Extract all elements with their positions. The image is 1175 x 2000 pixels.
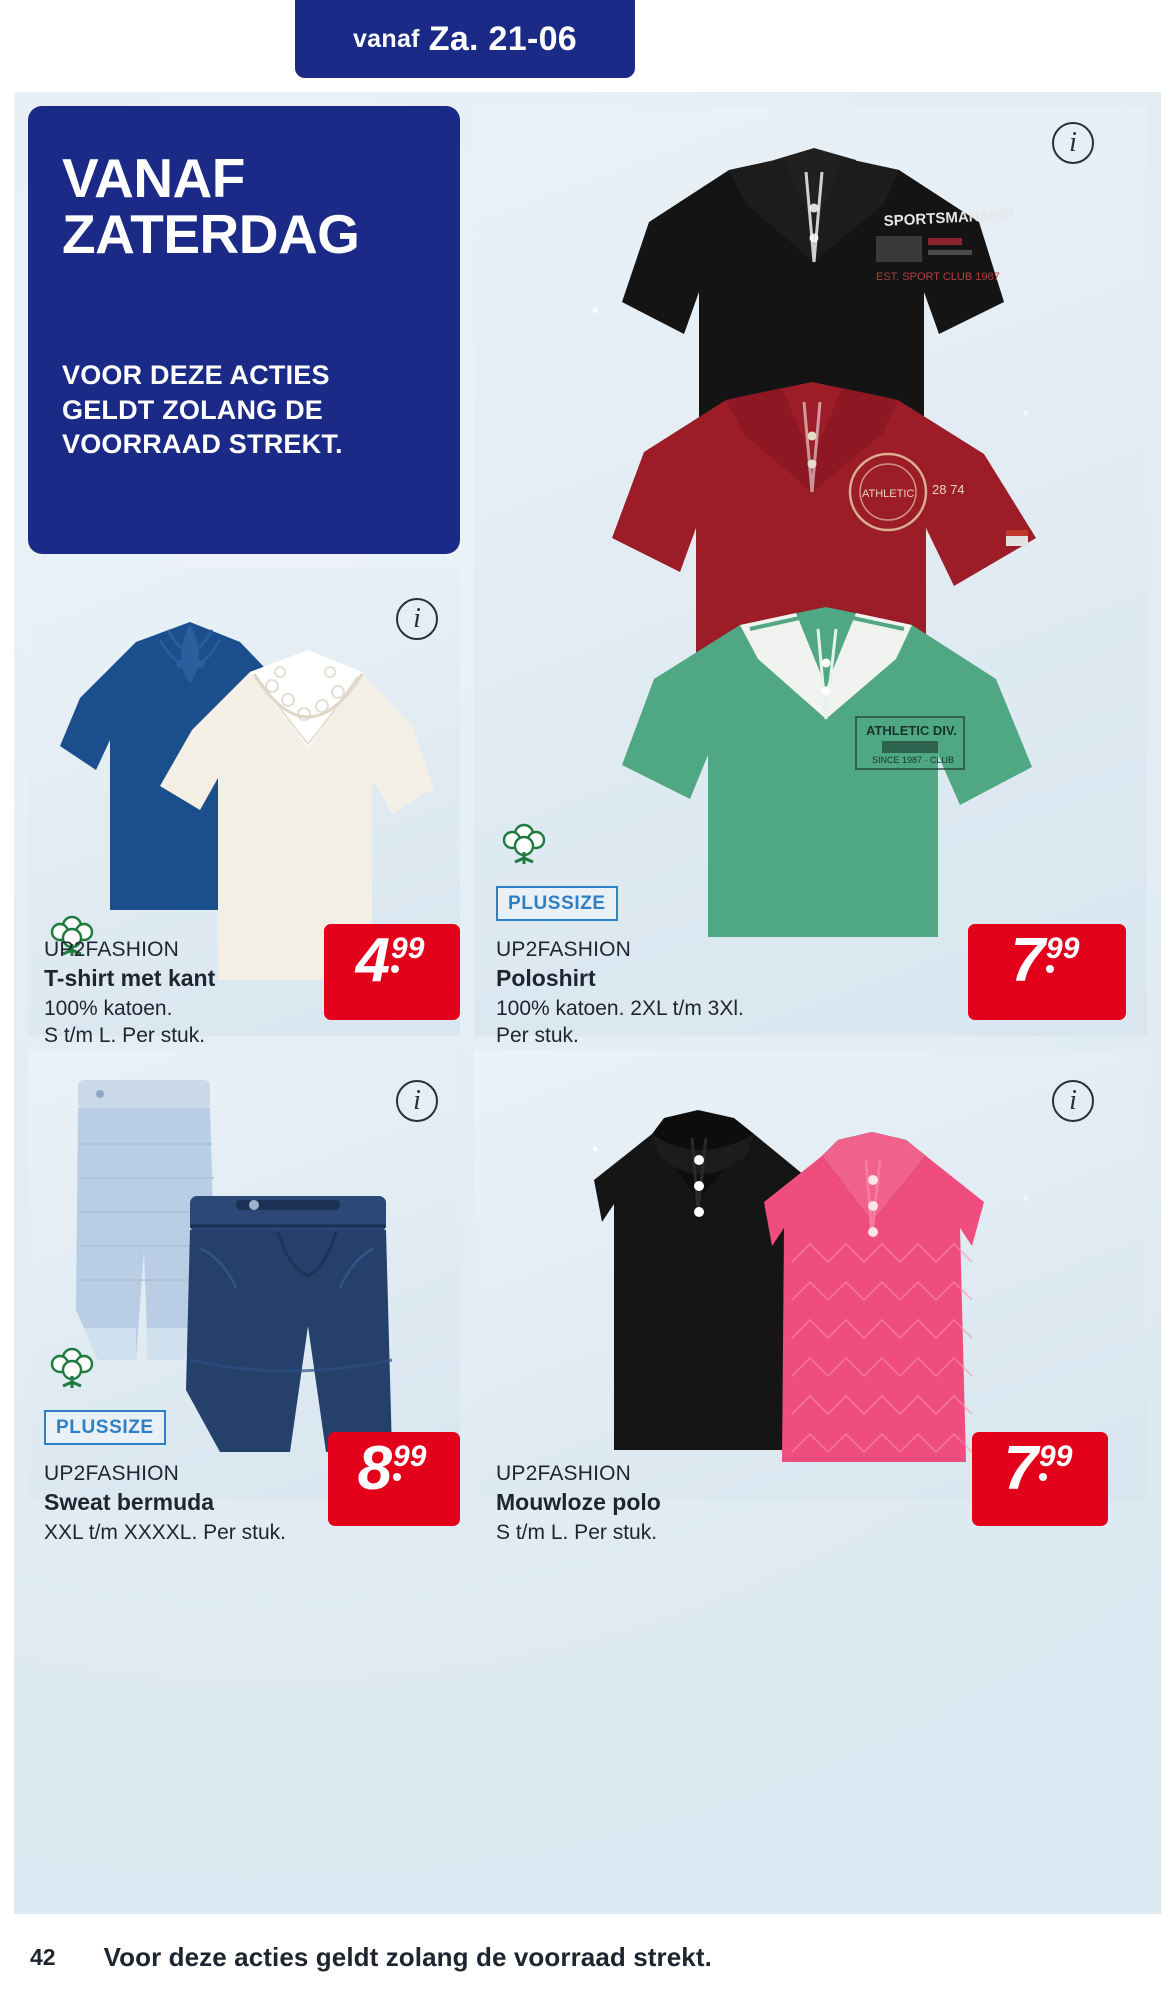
ribbon-prefix: vanaf — [352, 24, 420, 53]
product-desc-line2: Per stuk. — [496, 1023, 579, 1047]
page-number: 42 — [30, 1943, 56, 1970]
price-euro: 8 — [357, 1434, 392, 1503]
info-icon-poloshirt[interactable] — [1052, 122, 1094, 164]
product-name: Mouwloze polo — [496, 1489, 661, 1515]
product-brand: UP2FASHION — [496, 938, 632, 961]
plussize-label: PLUSSIZE — [56, 1417, 154, 1438]
product-text-poloshirt — [496, 938, 916, 1050]
cotton-icon-bermuda — [44, 1336, 100, 1392]
price-euro: 7 — [1010, 926, 1045, 995]
plussize-badge-poloshirt — [496, 886, 618, 921]
product-text-bermuda — [44, 1462, 334, 1547]
product-brand: UP2FASHION — [496, 1462, 632, 1485]
promo-headline-line2: ZATERDAG — [62, 203, 360, 266]
price-cents: 99 — [1039, 1440, 1073, 1473]
footer-text: Voor deze acties geldt zolang de voorraad strekt. — [103, 1941, 712, 1972]
price-tag-mouwloze-polo — [972, 1432, 1108, 1526]
info-icon-bermuda[interactable] — [396, 1080, 438, 1122]
page-footer — [0, 1914, 1175, 2000]
product-text-tshirt — [44, 938, 324, 1050]
svg-text:SINCE 1987 · CLUB: SINCE 1987 · CLUB — [872, 755, 955, 765]
price-dot — [393, 1473, 401, 1481]
product-name: T-shirt met kant — [44, 965, 216, 991]
svg-text:SPORTSMANSHIP: SPORTSMANSHIP — [883, 206, 1015, 230]
price-euro: 4 — [355, 926, 390, 995]
product-desc-line1: XXL t/m XXXXL. Per stuk. — [44, 1521, 286, 1544]
price-tag-tshirt — [324, 924, 460, 1020]
ribbon-date: Za. 21-06 — [428, 19, 578, 58]
price-dot — [1046, 965, 1054, 973]
product-desc-line1: 100% katoen. — [44, 997, 173, 1020]
price-tag-poloshirt — [968, 924, 1126, 1020]
poloshirt-photo — [484, 112, 1144, 952]
promo-headline-line1: VANAF — [62, 147, 245, 209]
mouwloze-polo-photo — [502, 1060, 1122, 1480]
svg-text:ATHLETIC: ATHLETIC — [862, 488, 915, 500]
price-cents: 99 — [393, 1440, 427, 1473]
page-sheet — [14, 92, 1161, 1914]
price-cents: 99 — [391, 932, 425, 965]
date-ribbon — [295, 0, 635, 78]
product-brand: UP2FASHION — [44, 938, 180, 961]
svg-text:EST. SPORT CLUB 1987: EST. SPORT CLUB 1987 — [876, 271, 1000, 283]
info-icon-label: i — [413, 603, 421, 634]
info-icon-label: i — [1069, 1085, 1077, 1116]
product-desc-line2: S t/m L. Per stuk. — [44, 1023, 206, 1047]
info-icon-tshirt[interactable] — [396, 598, 438, 640]
promo-card — [28, 106, 460, 554]
promo-sub-line1: VOOR DEZE ACTIES — [62, 360, 330, 391]
price-tag-bermuda — [328, 1432, 460, 1526]
price-dot — [391, 965, 399, 973]
promo-subtext — [62, 358, 426, 462]
info-icon-label: i — [413, 1085, 421, 1116]
cotton-icon-poloshirt — [496, 812, 552, 868]
plussize-label: PLUSSIZE — [508, 893, 606, 914]
product-name: Poloshirt — [496, 965, 596, 991]
svg-text:28 74: 28 74 — [932, 482, 965, 497]
promo-sub-line2: GELDT ZOLANG DE — [62, 394, 323, 425]
product-name: Sweat bermuda — [44, 1489, 214, 1515]
product-desc-line1: 100% katoen. 2XL t/m 3Xl. — [496, 997, 744, 1020]
product-brand: UP2FASHION — [44, 1462, 180, 1485]
plussize-badge-bermuda — [44, 1410, 166, 1445]
price-dot — [1039, 1473, 1047, 1481]
price-cents: 99 — [1046, 932, 1080, 965]
product-desc-line1: S t/m L. Per stuk. — [496, 1521, 658, 1544]
promo-headline — [62, 147, 426, 266]
product-text-mouwloze-polo — [496, 1462, 796, 1547]
price-euro: 7 — [1003, 1434, 1038, 1503]
promo-sub-line3: VOORRAAD STREKT. — [62, 429, 343, 460]
info-icon-label: i — [1069, 127, 1077, 158]
info-icon-mouwloze-polo[interactable] — [1052, 1080, 1094, 1122]
svg-text:ATHLETIC DIV.: ATHLETIC DIV. — [866, 723, 958, 738]
